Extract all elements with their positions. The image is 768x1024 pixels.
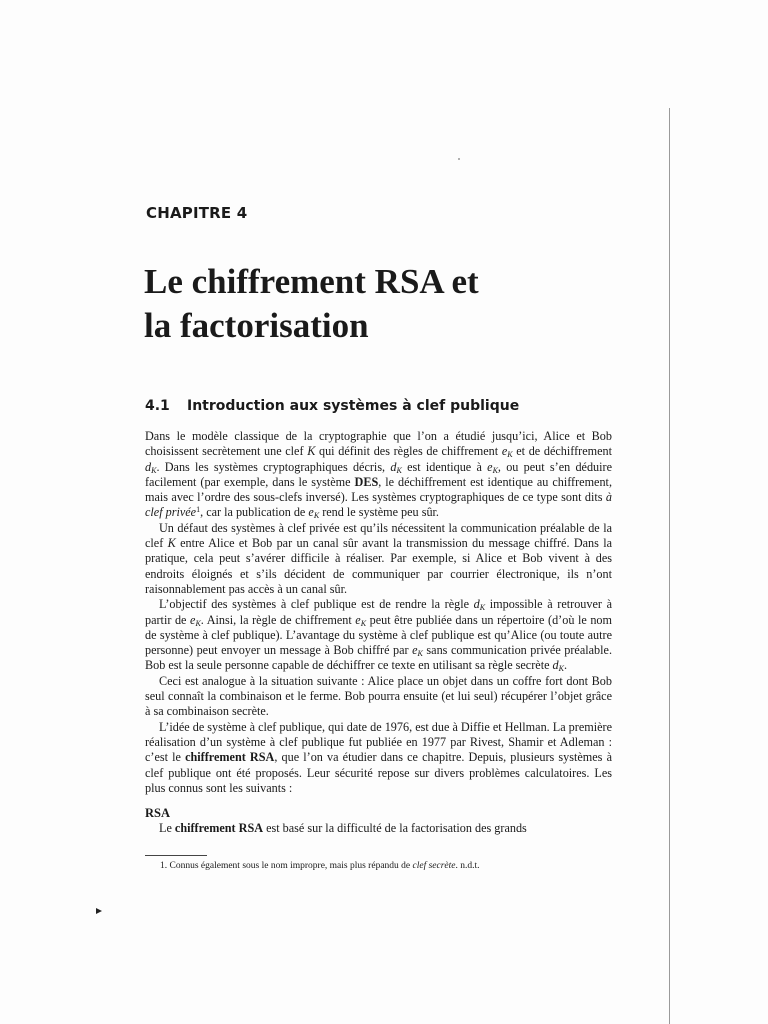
paragraph-2: Un défaut des systèmes à clef privée est qu’ils nécessitent la communication préalable de la clef K entre Alice et Bob par un canal sûr avant la transmission du message chiffré. Dans la pratique, cela peut s’avérer difficile à réaliser. Par exemple, si Alice et Bob vivent à des endroits éloignés et s’ils décident de communiquer par courrier électronique, ils n’ont raisonnablement pas accès à un canal sûr. [145, 520, 613, 596]
body-text [145, 429, 612, 837]
section-title: Introduction aux systèmes à clef publique [187, 398, 520, 414]
scan-speck [458, 158, 460, 160]
paragraph-4: Ceci est analogue à la situation suivante : Alice place un objet dans un coffre fort dont Bob seul connaît la combinaison et le ferme. Bob pourra ensuite (et lui seul) récupérer l’objet grâce à sa combinaison secrète. [145, 673, 612, 719]
paragraph-6: Le chiffrement RSA est basé sur la difficulté de la factorisation des grands [159, 821, 527, 836]
paragraph-3: L’objectif des systèmes à clef publique est de rendre la règle $d_K$ impossible à retrouver à partir de $e_K$. Ainsi, la règle de chiffrement $e_K$ peut être publiée dans un répertoire (d’où le nom de système à clef publique). L’avantage du système à clef publique est qu’Alice (ou toute autre personne) peut envoyer un message à Bob chiffré par $e_K$ sans communication privée préalable. Bob est la seule personne capable de déchiffrer ce texte en utilisant sa règle secrète $d_K$. [145, 597, 613, 674]
rsa-subheading: RSA [145, 806, 171, 821]
section-number: 4.1 [145, 398, 170, 414]
chapter-title-line-2: la factorisation [144, 306, 369, 345]
footnote: 1. Connus également sous le nom impropre, mais plus répandu de clef secrète. n.d.t. [160, 861, 480, 871]
chapter-label: CHAPITRE 4 [146, 204, 248, 222]
section-heading [145, 398, 519, 414]
chapter-title-line-1: Le chiffrement RSA et [144, 262, 479, 301]
footnote-marker: 1 [196, 505, 201, 515]
paragraph-1: Dans le modèle classique de la cryptographie que l’on a étudié jusqu’ici, Alice et Bob choisissent secrètement une clef K qui définit des règles de chiffrement $e_K$ et de déchiffrement $d_K$. Dans les systèmes cryptographiques décris, $d_K$ est identique à $e_K$, ou peut s’en déduire facilement (par exemple, dans le système DES, le déchiffrement est identique au chiffrement, mais avec l’ordre des sous-clefs inversé). Les systèmes cryptographiques de ce type sont dits à clef privée$^1$, car la publication de $e_K$ rend le système peu sûr. [145, 429, 612, 521]
page-corner-mark [96, 908, 102, 914]
footnote-rule [145, 855, 207, 856]
paragraph-5: L’idée de système à clef publique, qui date de 1976, est due à Diffie et Hellman. La première réalisation d’un système à clef publique fut publiée en 1977 par Rivest, Shamir et Adleman : c’est le chiffrement RSA, que l’on va étudier dans ce chapitre. Depuis, plusieurs systèmes à clef publique ont été proposés. Leur sécurité repose sur divers problèmes calculatoires. Les plus connus sont les suivants : [145, 719, 612, 795]
chapter-title [144, 260, 644, 348]
page-edge-line [669, 108, 670, 1024]
